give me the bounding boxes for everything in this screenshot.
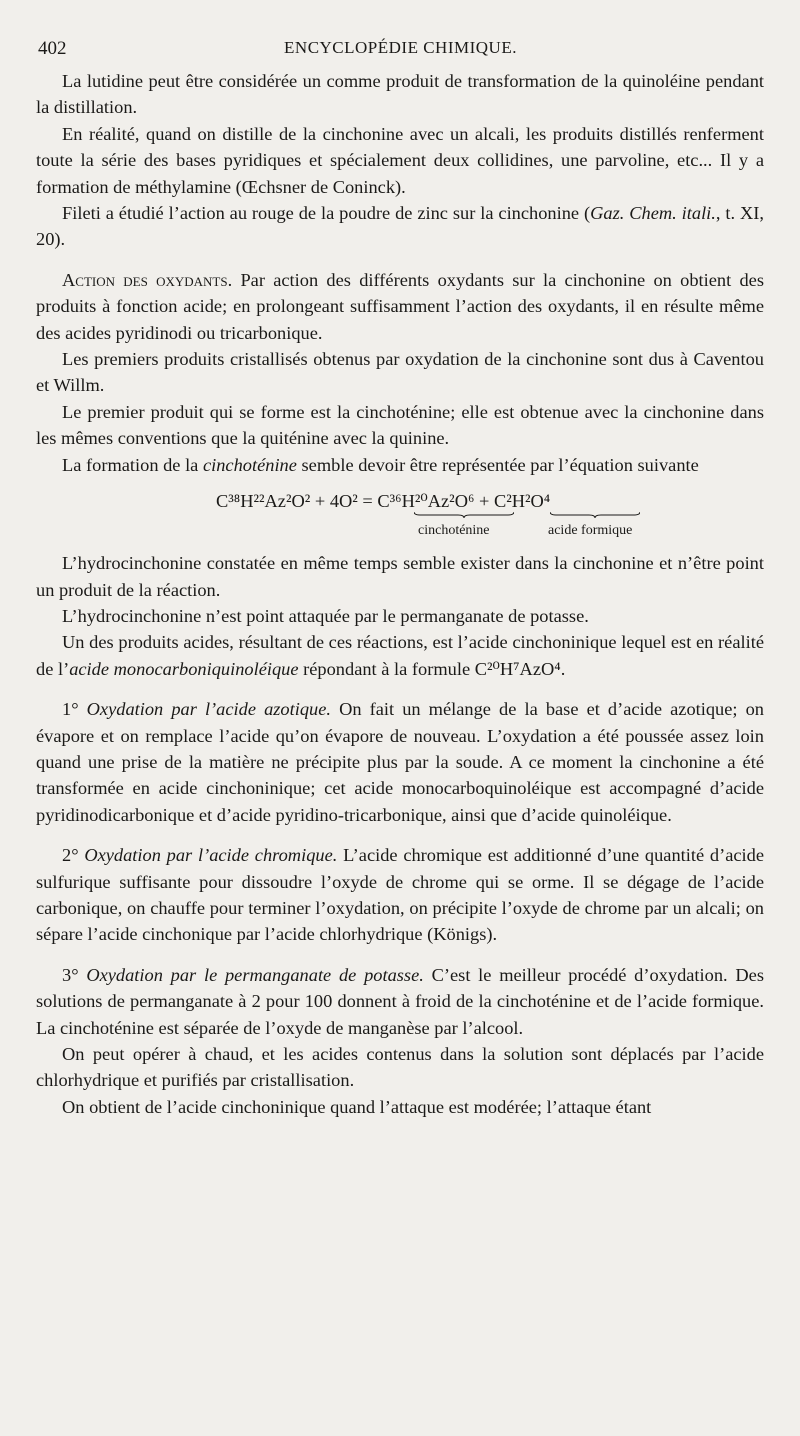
paragraph: Les premiers produits cristallisés obtenus par oxydation de la cinchonine sont dus à Caventou et Willm. [36, 349, 764, 396]
italic-term: cinchoténine [202, 454, 297, 475]
paragraph-text: On fait un mélange de la base et d’acide azotique; on évapore et on remplace l’acide qu’on évapore de nouveau. L’oxydation a été poussée assez loin quand une prise de la matière ne précipite plus par la soude. A ce moment la cinchonine a été transformée en acide cinchoninique; cet acide monocarboquinoléique est accompagné d’acide pyridinodicarbonique et d’acide pyridino-tricarbonique, ainsi que d’acide quinoléique. [36, 699, 764, 825]
paragraph: L’hydrocinchonine constatée en même temps semble exister dans la cinchonine et n’être point un produit de la réaction. [36, 553, 764, 600]
section-heading: Action des oxydants. [62, 269, 233, 290]
section-oxidants [36, 267, 764, 346]
paragraph [36, 200, 764, 253]
paragraph-text: , t. XI, 20). [36, 203, 764, 250]
subsection-title: Oxydation par l’acide azotique. [86, 699, 331, 720]
page-body [36, 68, 764, 1120]
paragraph-text: L’acide chromique est additionné d’une quantité d’acide sulfurique suffisante pour dissoudre l’oxyde de chrome qui se orme. Il se dégage de l’acide carbonique, on chauffe pour terminer l’oxydation, on précipite l’oxyde de chrome par un alcali; on sépare l’acide cinchonique par l’acide chlorhydrique (Königs). [36, 845, 765, 945]
paragraph-text: Par action des différents oxydants sur la cinchonine on obtient des produits à fonction acide; en prolongeant suffisamment l’action des oxydants, il en résulte même des acides pyridinodi ou tricarbonique. [36, 269, 764, 343]
subsection-chromic [36, 842, 764, 948]
running-title: ENCYCLOPÉDIE CHIMIQUE. [284, 38, 517, 57]
paragraph-text: Fileti a étudié l’action au rouge de la poudre de zinc sur la cinchonine ( [62, 203, 591, 224]
paragraph: La lutidine peut être considérée un comme produit de transformation de la quinoléine pendant la distillation. [36, 71, 764, 118]
subsection-number: 1° [62, 699, 87, 720]
paragraph-text: répondant à la formule C²⁰H⁷AzO⁴. [298, 658, 566, 679]
paragraph: En réalité, quand on distille de la cinchonine avec un alcali, les produits distillés renferment toute la série des bases pyridiques et spécialement deux collidines, une parvoline, etc... Il y a formation de méthylamine (Œchsner de Coninck). [36, 123, 764, 197]
equation-text: C³⁸H²²Az²O² + 4O² = C³⁶H²⁰Az²O⁶ + C²H²O⁴ [216, 491, 551, 512]
page-number: 402 [38, 38, 67, 59]
page-header [38, 38, 763, 60]
paragraph: On peut opérer à chaud, et les acides contenus dans la solution sont déplacés par l’acide chlorhydrique et purifiés par cristallisation. [36, 1044, 764, 1091]
subsection-permanganate [36, 962, 764, 1041]
equation-label: cinchoténine [418, 523, 490, 539]
journal-reference: Gaz. Chem. itali. [590, 203, 716, 224]
italic-term: acide monocarboniquinoléique [69, 658, 299, 679]
paragraph-text: semble devoir être représentée par l’équation suivante [296, 454, 699, 475]
chemical-equation [36, 484, 764, 542]
paragraph-text: C’est le meilleur procédé d’oxydation. Des solutions de permanganate à 2 pour 100 donnent à froid de la cinchoténine et de l’acide formique. La cinchoténine est séparée de l’oxyde de manganèse par l’alcool. [36, 964, 764, 1038]
equation-label: acide formique [548, 523, 633, 539]
paragraph-text: Un des produits acides, résultant de ces réactions, est l’acide cinchoninique lequel est en réalité de l’ [36, 632, 764, 679]
subsection-number: 2° [62, 845, 85, 866]
paragraph: On obtient de l’acide cinchoninique quand l’attaque est modérée; l’attaque étant [62, 1096, 652, 1117]
paragraph-text: La formation de la [62, 454, 203, 475]
subsection-title: Oxydation par l’acide chromique. [84, 845, 338, 866]
paragraph: L’hydrocinchonine n’est point attaquée par le permanganate de potasse. [62, 605, 589, 626]
subsection-number: 3° [62, 964, 87, 985]
paragraph [36, 452, 764, 478]
paragraph [36, 629, 764, 682]
subsection-nitric [36, 696, 764, 828]
subsection-title: Oxydation par le permanganate de potasse. [86, 964, 424, 985]
paragraph: Le premier produit qui se forme est la cinchoténine; elle est obtenue avec la cinchonine dans les mêmes conventions que la quiténine avec la quinine. [36, 401, 764, 449]
